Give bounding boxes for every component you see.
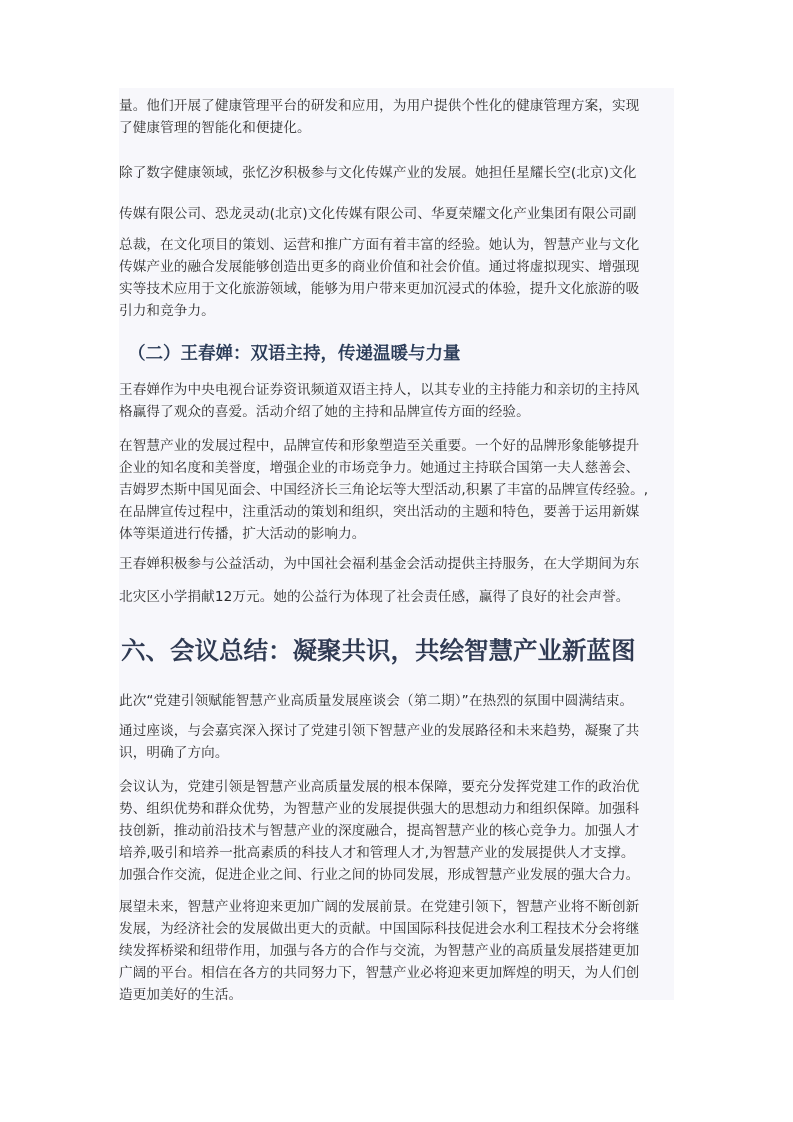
paragraph-host-intro xyxy=(119,379,675,423)
text-line: 除了数字健康领域，张忆汐积极参与文化传媒产业的发展。她担任星耀长空(北京)文化 xyxy=(119,165,637,181)
paragraph-conference-conclusions xyxy=(119,776,675,886)
text-line: 发展，为经济社会的发展做出更大的贡献。中国国际科技促进会水利工程技术分会将继 xyxy=(119,921,640,937)
text-line: 王春婵作为中央电视台证券资讯频道双语主持人，以其专业的主持能力和亲切的主持风 xyxy=(119,382,640,398)
text-line: 此次“党建引领赋能智慧产业高质量发展座谈会（第二期）”在热烈的氛围中圆满结束。 xyxy=(119,693,634,709)
text-line: 续发挥桥梁和纽带作用，加强与各方的合作与交流，为智慧产业的高质量发展搭建更加 xyxy=(119,943,640,959)
text-line: 通过座谈，与会嘉宾深入探讨了党建引领下智慧产业的发展路径和未来趋势，凝聚了共 xyxy=(119,723,640,739)
paragraph-charity-donation xyxy=(119,586,675,608)
paragraph-culture-media-companies xyxy=(119,203,675,225)
text-line: 格赢得了观众的喜爱。活动介绍了她的主持和品牌宣传方面的经验。 xyxy=(119,404,530,420)
text-line: 在智慧产业的发展过程中，品牌宣传和形象塑造至关重要。一个好的品牌形象能够提升 xyxy=(119,438,640,454)
text-line: 传媒产业的融合发展能够创造出更多的商业价值和社会价值。通过将虚拟现实、增强现 xyxy=(119,259,640,275)
paragraph-conference-end xyxy=(119,690,675,712)
text-line: 会议认为，党建引领是智慧产业高质量发展的根本保障，要充分发挥党建工作的政治优 xyxy=(119,779,640,795)
text-line: 企业的知名度和美誉度，增强企业的市场竞争力。她通过主持联合国第一夫人慈善会、 xyxy=(119,460,640,476)
text-line: 识，明确了方向。 xyxy=(119,745,229,761)
text-line: 体等渠道进行传播，扩大活动的影响力。 xyxy=(119,526,366,542)
text-line: 总裁，在文化项目的策划、运营和推广方面有着丰富的经验。她认为，智慧产业与文化 xyxy=(119,237,640,253)
text-line: 了健康管理的智能化和便捷化。 xyxy=(119,120,311,136)
text-line: 展望未来，智慧产业将迎来更加广阔的发展前景。在党建引领下，智慧产业将不断创新 xyxy=(119,899,640,915)
text-line: 传媒有限公司、恐龙灵动(北京)文化传媒有限公司、华夏荣耀文化产业集团有限公司副 xyxy=(119,206,637,222)
paragraph-outlook xyxy=(119,896,675,1006)
text-line: 北灾区小学捐献12万元。她的公益行为体现了社会责任感，赢得了良好的社会声誉。 xyxy=(119,589,630,605)
section-heading-wang-chunchan: （二）王春婵：双语主持，传递温暖与力量 xyxy=(128,344,461,364)
text-line: 加强合作交流，促进企业之间、行业之间的协同发展，形成智慧产业发展的强大合力。 xyxy=(119,867,640,883)
text-line: 吉姆罗杰斯中国见面会、中国经济长三角论坛等大型活动,积累了丰富的品牌宣传经验。, xyxy=(119,482,649,498)
text-line: 势、组织优势和群众优势，为智慧产业的发展提供强大的思想动力和组织保障。加强科 xyxy=(119,801,640,817)
text-line: 在品牌宣传过程中，注重活动的策划和组织，突出活动的主题和特色，要善于运用新媒 xyxy=(119,504,640,520)
section-heading-conference-summary: 六、会议总结：凝聚共识，共绘智慧产业新蓝图 xyxy=(121,636,636,665)
text-line: 引力和竞争力。 xyxy=(119,303,215,319)
text-line: 培养,吸引和培养一批高素质的科技人才和管理人才,为智慧产业的发展提供人才支撑。 xyxy=(119,845,635,861)
paragraph-culture-media-vice-president xyxy=(119,234,675,322)
paragraph-charity-intro xyxy=(119,553,675,575)
text-line: 王春婵积极参与公益活动，为中国社会福利基金会活动提供主持服务，在大学期间为东 xyxy=(119,556,640,572)
text-line: 技创新，推动前沿技术与智慧产业的深度融合，提高智慧产业的核心竞争力。加强人才 xyxy=(119,823,640,839)
paragraph-culture-media-intro xyxy=(119,162,675,184)
paragraph-consensus xyxy=(119,720,675,764)
text-line: 广阔的平台。相信在各方的共同努力下，智慧产业必将迎来更加辉煌的明天，为人们创 xyxy=(119,965,640,981)
text-line: 量。他们开展了健康管理平台的研发和应用，为用户提供个性化的健康管理方案，实现 xyxy=(119,98,640,114)
text-line: 实等技术应用于文化旅游领域，能够为用户带来更加沉浸式的体验，提升文化旅游的吸 xyxy=(119,281,640,297)
paragraph-health-management xyxy=(119,95,675,139)
paragraph-brand-promotion xyxy=(119,435,675,545)
text-line: 造更加美好的生活。 xyxy=(119,987,243,1003)
